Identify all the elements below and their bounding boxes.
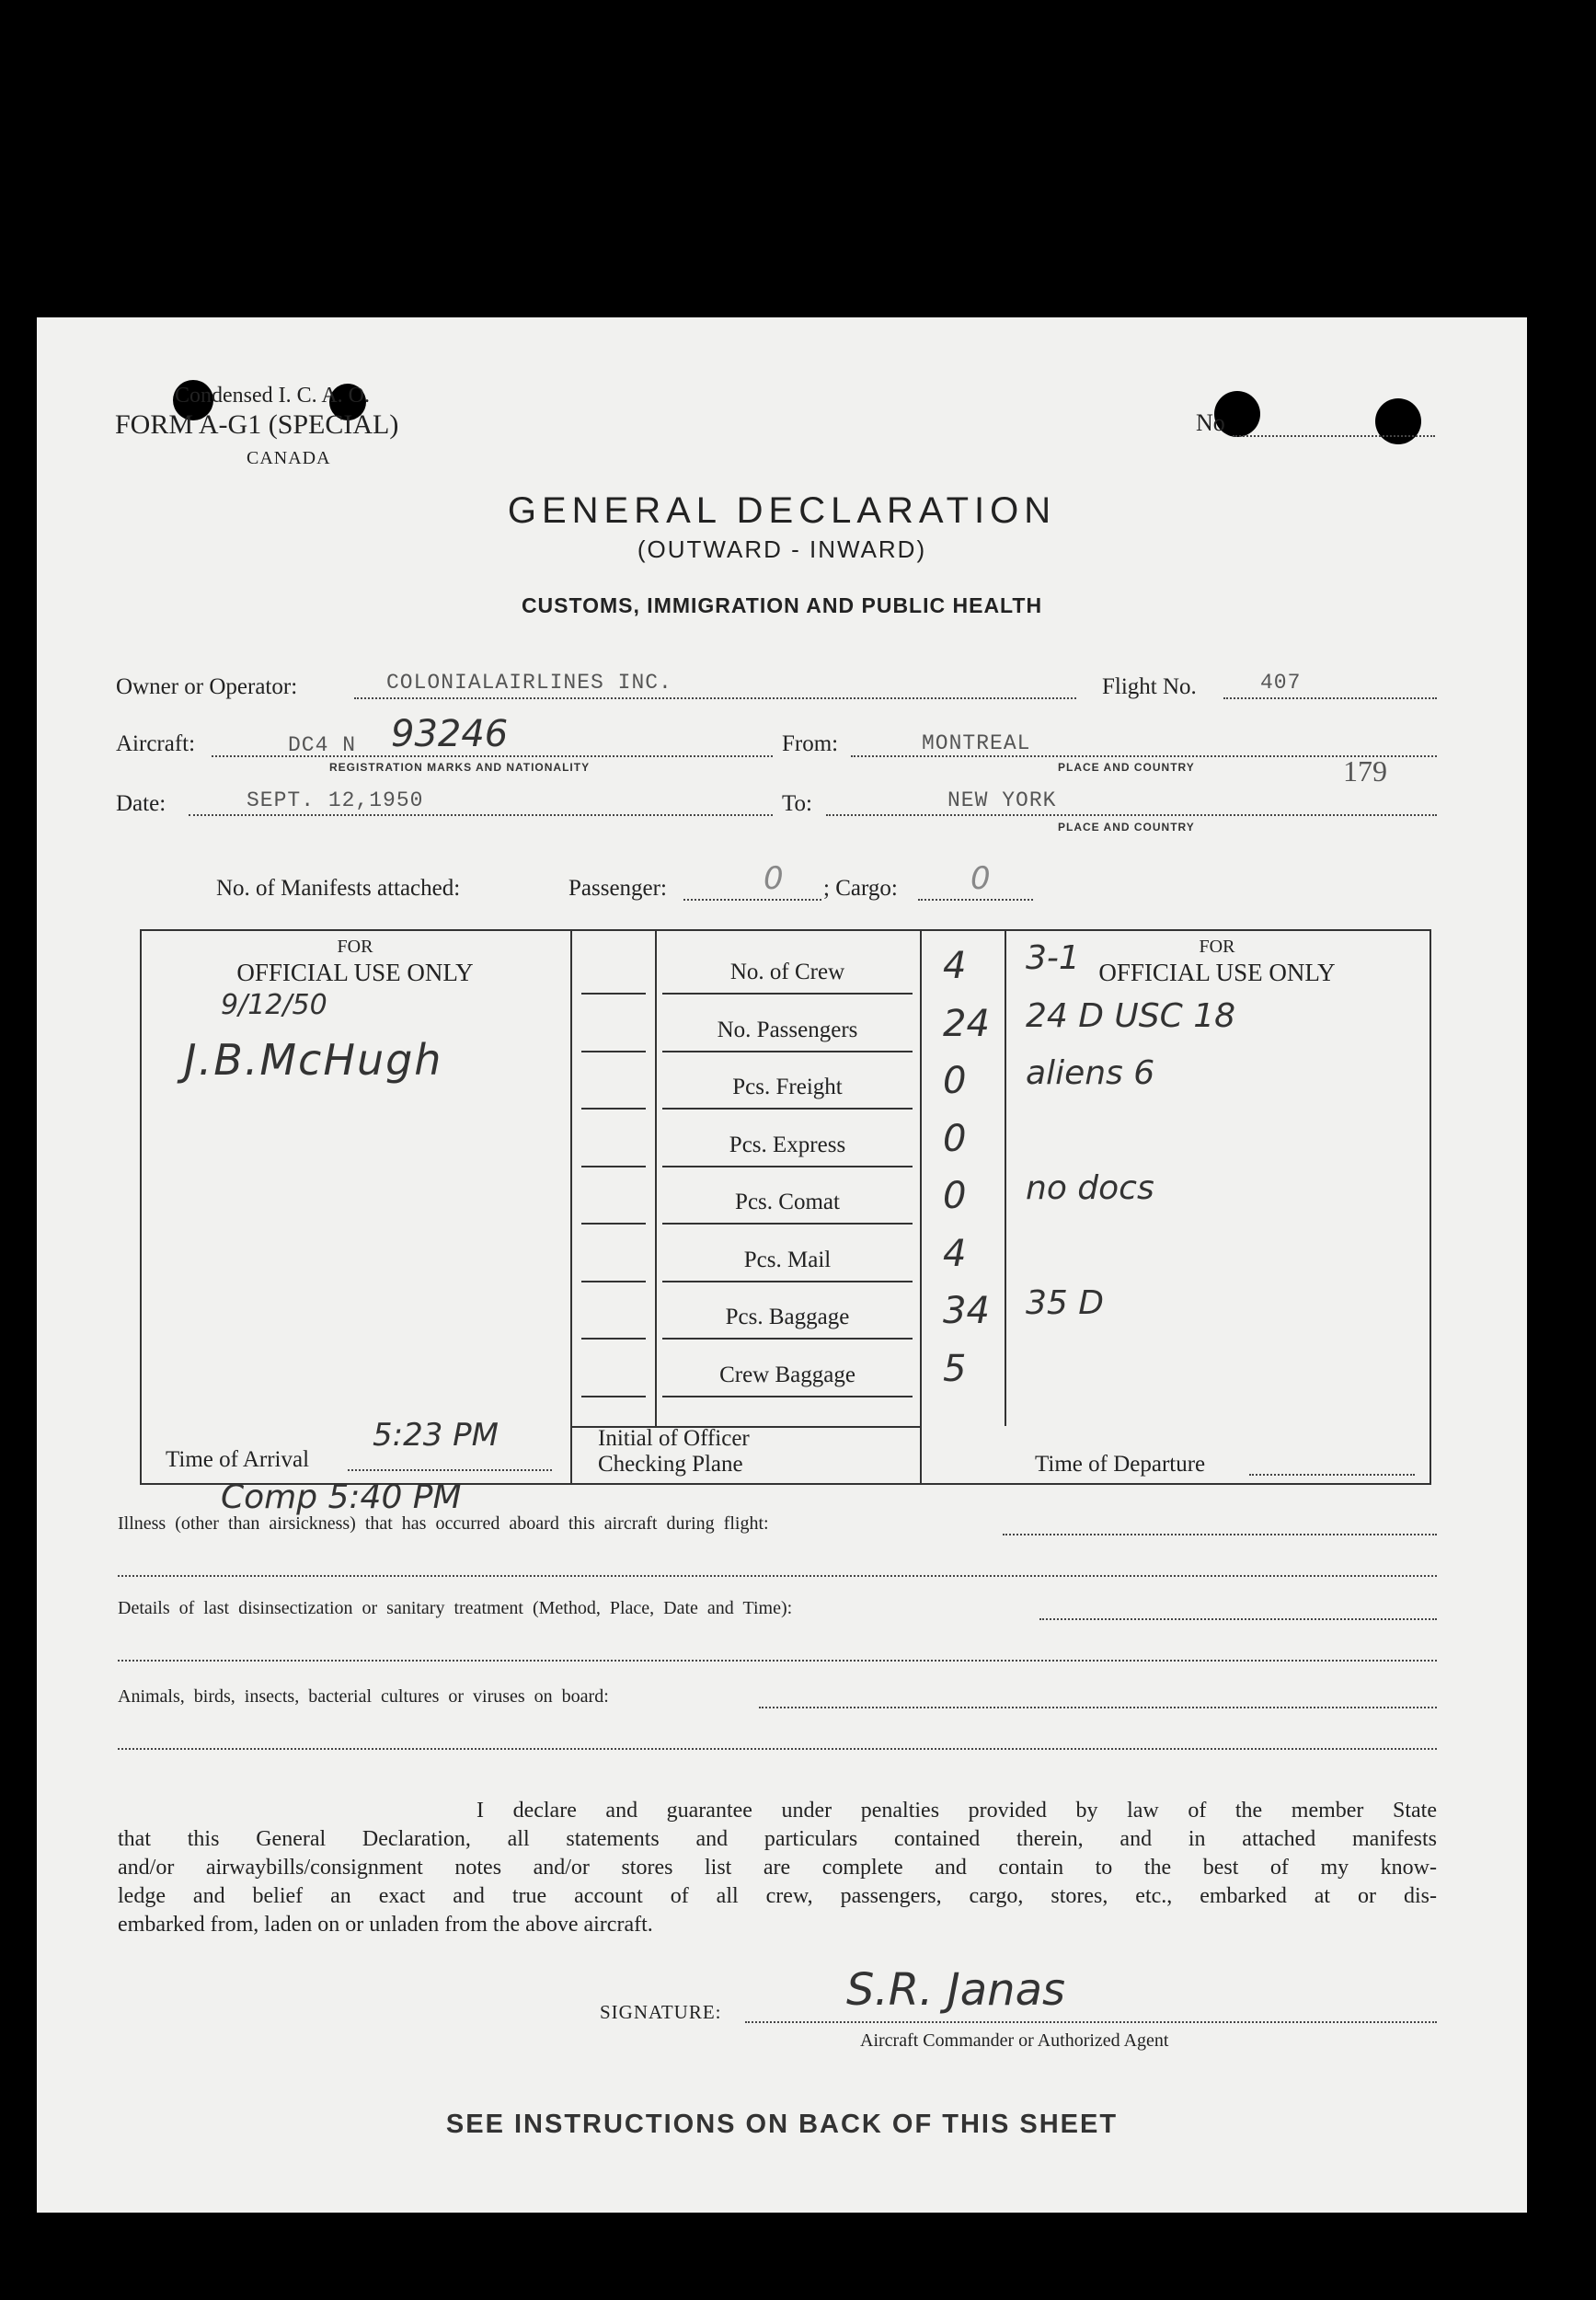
manifest-row-value: 0: [943, 1060, 967, 1102]
manifest-row-dash: [581, 1396, 646, 1397]
arrival-line: [348, 1469, 552, 1471]
manifest-row-dash: [581, 1281, 646, 1282]
from-caption: PLACE AND COUNTRY: [1058, 761, 1195, 774]
manifest-row-label: No. of Crew: [729, 960, 845, 984]
country-label: CANADA: [247, 448, 331, 468]
form-number: FORM A-G1 (SPECIAL): [115, 409, 399, 440]
manifest-row-note: 35 D: [1026, 1284, 1104, 1322]
manifest-row-label: Pcs. Comat: [735, 1190, 840, 1214]
owner-line: [354, 697, 1076, 699]
manifest-row-underline: [662, 1338, 913, 1340]
owner-value: COLONIALAIRLINES INC.: [386, 671, 672, 695]
arrival-value: 5:23 PM: [373, 1417, 499, 1454]
manifest-row-underline: [662, 1108, 913, 1110]
declaration-line: and/or airwaybills/consignment notes and/or stores list are complete and contain to the best of my know-: [118, 1856, 1437, 1880]
manifest-row-dash: [581, 1108, 646, 1110]
disinsectization-label: Details of last disinsectization or sanitary treatment (Method, Place, Date and Time):: [118, 1598, 793, 1618]
manifest-row-label: Pcs. Baggage: [725, 1305, 850, 1329]
commander-signature: S.R. Janas: [846, 1964, 1066, 2016]
manifest-row-underline: [662, 1223, 913, 1225]
flight-label: Flight No.: [1102, 674, 1197, 699]
page-subtitle: (OUTWARD - INWARD): [637, 535, 927, 563]
passenger-label: Passenger:: [568, 876, 667, 901]
manifest-row-note: aliens 6: [1026, 1054, 1155, 1092]
owner-label: Owner or Operator:: [116, 674, 298, 699]
date-line: [189, 814, 773, 816]
aircraft-caption: REGISTRATION MARKS AND NATIONALITY: [329, 761, 591, 774]
aircraft-registration: 93246: [391, 713, 509, 755]
illness-line: [1003, 1534, 1437, 1535]
left-for-label: FOR: [337, 937, 373, 957]
to-line: [826, 814, 1437, 816]
right-for-label: FOR: [1199, 937, 1235, 957]
manifests-label: No. of Manifests attached:: [216, 876, 461, 901]
completion-note: Comp 5:40 PM: [221, 1478, 462, 1516]
cargo-line: [918, 899, 1033, 901]
illness-label: Illness (other than airsickness) that has occurred aboard this aircraft during flight:: [118, 1513, 769, 1534]
from-value: MONTREAL: [922, 731, 1031, 755]
manifest-row-note: 3-1: [1026, 939, 1080, 977]
manifest-row-label: Pcs. Freight: [732, 1075, 843, 1099]
manifest-row-value: 0: [943, 1117, 967, 1160]
manifest-row-value: 5: [943, 1347, 967, 1390]
declaration-text: [118, 1797, 1437, 1939]
box-divider-left: [570, 929, 572, 1483]
departure-line: [1249, 1474, 1415, 1476]
animals-line: [759, 1707, 1437, 1708]
box-divider-inner: [1005, 929, 1006, 1426]
to-caption: PLACE AND COUNTRY: [1058, 821, 1195, 834]
page-title: GENERAL DECLARATION: [507, 490, 1057, 531]
manifest-row-underline: [662, 1281, 913, 1282]
left-official-label: OFFICIAL USE ONLY: [236, 959, 474, 986]
date-label: Date:: [116, 791, 166, 816]
manifest-row-underline: [662, 1051, 913, 1052]
animals-line-2: [118, 1748, 1437, 1750]
left-date: 9/12/50: [221, 989, 327, 1021]
stamp-number: 179: [1343, 754, 1387, 788]
signature-label: SIGNATURE:: [600, 2001, 722, 2023]
initial-label-2: Checking Plane: [598, 1452, 743, 1477]
date-value: SEPT. 12,1950: [247, 788, 424, 812]
manifest-row-underline: [662, 1396, 913, 1397]
footer-instructions: SEE INSTRUCTIONS ON BACK OF THIS SHEET: [445, 2110, 1119, 2139]
initial-label-1: Initial of Officer: [598, 1426, 750, 1451]
animals-label: Animals, birds, insects, bacterial cultures or viruses on board:: [118, 1686, 609, 1707]
signature-line: [745, 2021, 1437, 2023]
official-signature: J.B.McHugh: [184, 1035, 443, 1085]
box-divider-right: [920, 929, 922, 1483]
manifest-row-label: Pcs. Mail: [743, 1247, 832, 1272]
aircraft-typed: DC4 N: [288, 733, 357, 757]
passenger-line: [683, 899, 821, 901]
manifest-row-note: no docs: [1026, 1169, 1154, 1207]
subheading: CUSTOMS, IMMIGRATION AND PUBLIC HEALTH: [521, 593, 1043, 617]
signature-caption: Aircraft Commander or Authorized Agent: [860, 2030, 1169, 2051]
number-label: No: [1196, 409, 1225, 436]
to-value: NEW YORK: [947, 788, 1057, 812]
manifest-row-label: Crew Baggage: [719, 1362, 855, 1387]
manifest-row-note: 24 D USC 18: [1026, 996, 1236, 1035]
manifest-row-value: 34: [943, 1290, 990, 1332]
number-line: [1233, 435, 1435, 437]
right-official-label: OFFICIAL USE ONLY: [1098, 959, 1336, 986]
manifest-row-label: Pcs. Express: [729, 1132, 846, 1157]
passenger-value: 0: [764, 860, 784, 897]
manifest-row-dash: [581, 1338, 646, 1340]
manifest-row-dash: [581, 993, 646, 995]
arrival-label: Time of Arrival: [166, 1447, 310, 1472]
flight-value: 407: [1260, 671, 1302, 695]
aircraft-label: Aircraft:: [116, 731, 196, 756]
to-label: To:: [782, 791, 812, 816]
manifest-row-value: 0: [943, 1175, 967, 1217]
manifest-row-dash: [581, 1051, 646, 1052]
manifest-row-dash: [581, 1166, 646, 1167]
manifest-row-underline: [662, 993, 913, 995]
manifest-row-value: 4: [943, 1232, 967, 1275]
form-sheet: [37, 317, 1527, 2213]
declaration-line: embarked from, laden on or unladen from the above aircraft.: [118, 1913, 653, 1937]
declaration-line: I declare and guarantee under penalties provided by law of the member State: [477, 1799, 1437, 1823]
manifest-row-value: 4: [943, 945, 967, 987]
disinsectization-line-2: [118, 1660, 1437, 1662]
flight-line: [1223, 697, 1437, 699]
disinsectization-line: [1039, 1618, 1437, 1620]
cargo-label: ; Cargo:: [823, 876, 898, 901]
declaration-line: that this General Declaration, all statements and particulars contained therein, and in attached manifests: [118, 1827, 1437, 1851]
from-label: From:: [782, 731, 839, 756]
declaration-line: ledge and belief an exact and true account of all crew, passengers, cargo, stores, etc., embarked at or dis-: [118, 1884, 1437, 1908]
departure-label: Time of Departure: [1035, 1452, 1206, 1477]
punch-hole: [1375, 398, 1421, 444]
manifest-row-underline: [662, 1166, 913, 1167]
condensed-note: Condensed I. C. A. O.: [175, 384, 370, 408]
manifest-row-dash: [581, 1223, 646, 1225]
box-divider-inner: [655, 929, 657, 1426]
manifest-row-label: No. Passengers: [717, 1017, 858, 1042]
cargo-value: 0: [970, 860, 991, 897]
manifest-row-value: 24: [943, 1002, 990, 1045]
illness-line-2: [118, 1575, 1437, 1577]
